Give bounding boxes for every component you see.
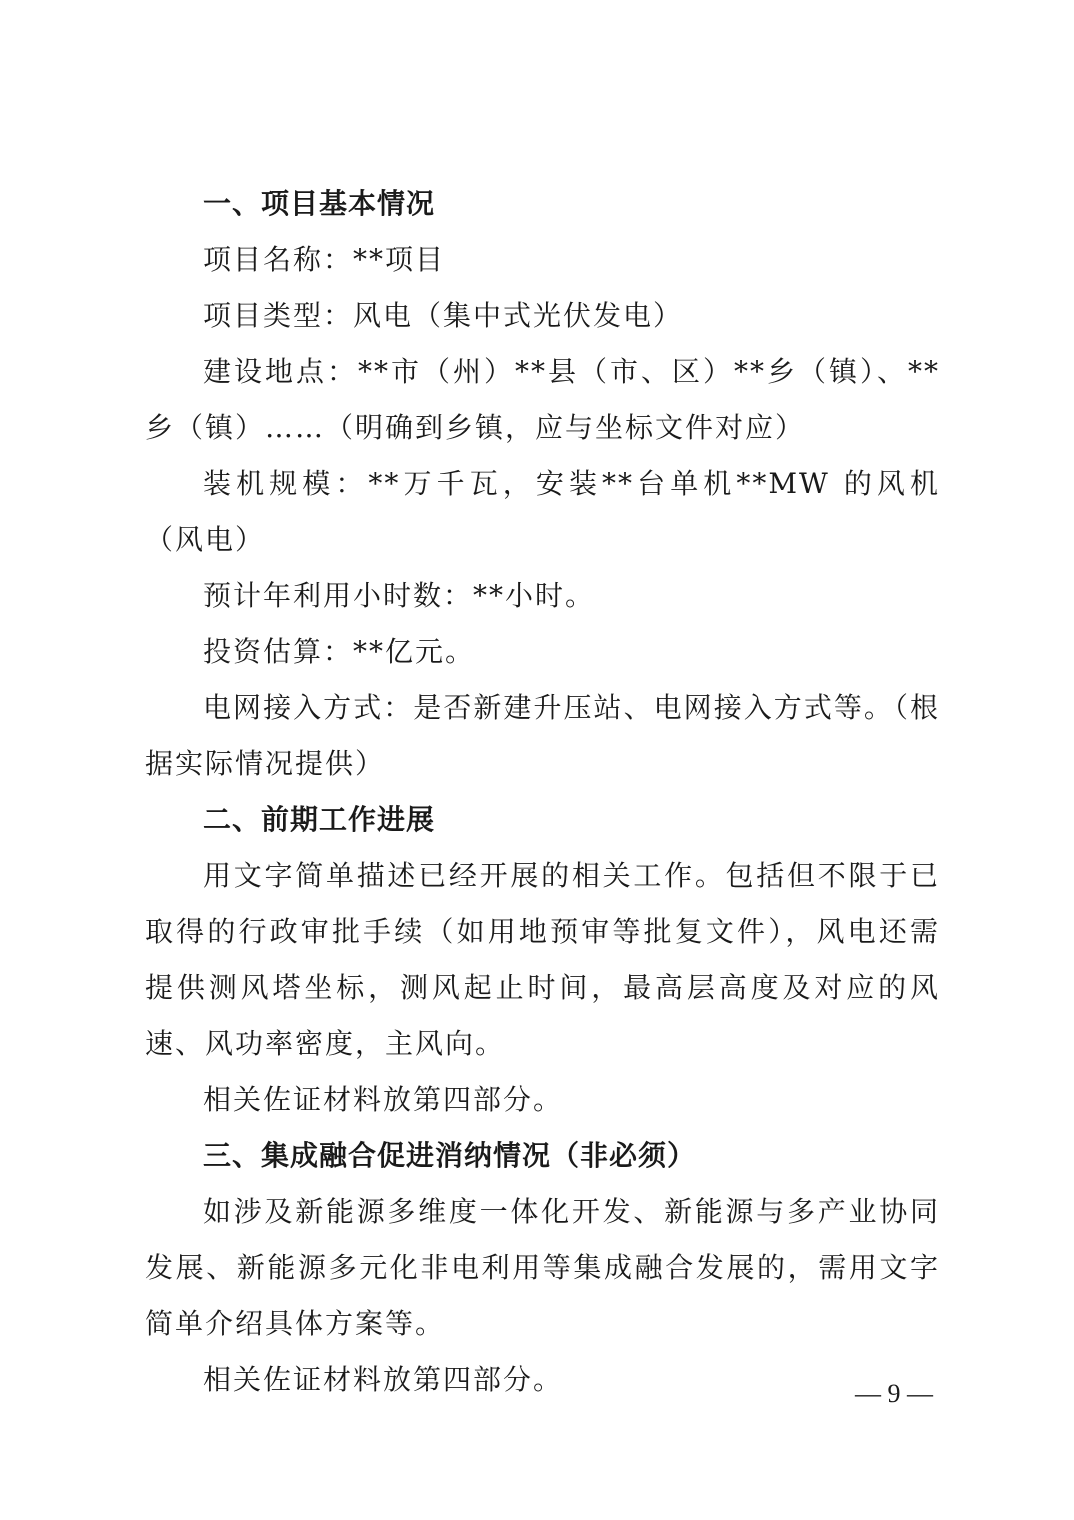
project-name-line: 项目名称：**项目 <box>203 243 446 276</box>
construction-location-line: 建设地点：**市（州）**县（市、区）**乡（镇）、**乡（镇）……（明确到乡镇，应与坐标文件对应） <box>145 355 940 444</box>
page-number: — 9 — <box>855 1379 933 1408</box>
supporting-materials-note-1: 相关佐证材料放第四部分。 <box>203 1083 564 1116</box>
section-1-heading: 一、项目基本情况 <box>203 187 436 220</box>
installed-capacity-line: 装机规模：**万千瓦，安装**台单机**MW 的风机（风电） <box>145 467 940 556</box>
project-type-line: 项目类型：风电（集中式光伏发电） <box>203 299 684 332</box>
investment-estimate-line: 投资估算：**亿元。 <box>203 635 476 668</box>
section-2-heading: 二、前期工作进展 <box>203 803 436 836</box>
grid-access-line: 电网接入方式：是否新建升压站、电网接入方式等。（根据实际情况提供） <box>145 691 940 780</box>
section-3-heading: 三、集成融合促进消纳情况（非必须） <box>203 1139 697 1172</box>
annual-utilization-hours-line: 预计年利用小时数：**小时。 <box>203 579 596 612</box>
integration-paragraph: 如涉及新能源多维度一体化开发、新能源与多产业协同发展、新能源多元化非电利用等集成融合发展的，需用文字简单介绍具体方案等。 <box>145 1195 940 1340</box>
document-body <box>145 176 940 1408</box>
preliminary-work-paragraph: 用文字简单描述已经开展的相关工作。包括但不限于已取得的行政审批手续（如用地预审等批复文件），风电还需提供测风塔坐标，测风起止时间，最高层高度及对应的风速、风功率密度，主风向。 <box>145 859 940 1060</box>
supporting-materials-note-2: 相关佐证材料放第四部分。 <box>203 1363 564 1396</box>
